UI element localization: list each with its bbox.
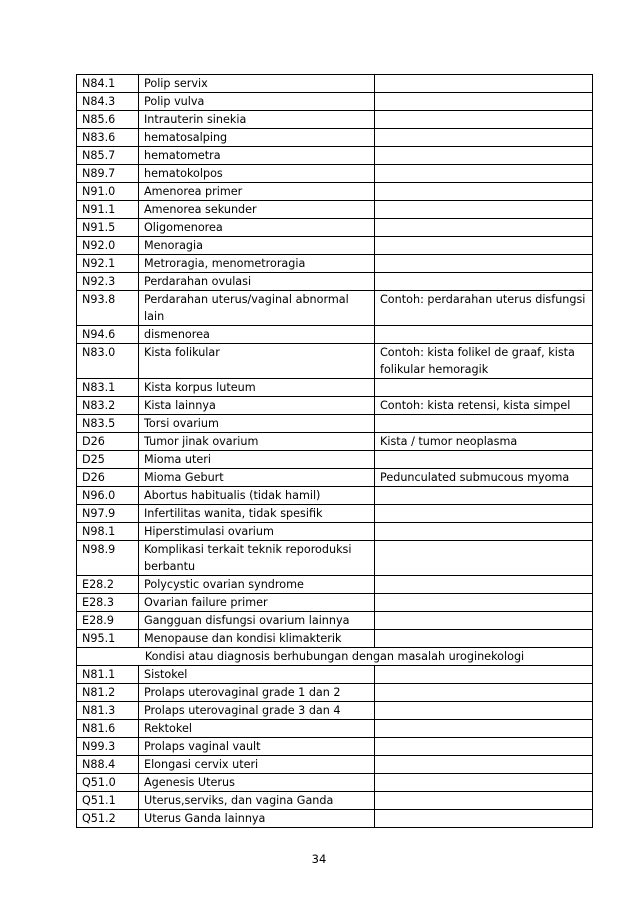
note-cell xyxy=(375,505,593,523)
note-cell xyxy=(375,720,593,738)
note-cell xyxy=(375,792,593,810)
table-row xyxy=(77,702,593,720)
table-row xyxy=(77,451,593,469)
code-cell: N91.0 xyxy=(77,183,139,201)
code-cell: N83.5 xyxy=(77,415,139,433)
table-row xyxy=(77,326,593,344)
table-row xyxy=(77,594,593,612)
note-cell xyxy=(375,594,593,612)
diagnosis-cell: Kista lainnya xyxy=(139,397,375,415)
table-row xyxy=(77,433,593,451)
diagnosis-cell: Perdarahan ovulasi xyxy=(139,273,375,291)
diagnosis-cell: Amenorea sekunder xyxy=(139,201,375,219)
diagnosis-cell: Amenorea primer xyxy=(139,183,375,201)
code-cell: N92.0 xyxy=(77,237,139,255)
table-section xyxy=(77,648,593,666)
diagnosis-cell: Prolaps vaginal vault xyxy=(139,738,375,756)
diagnosis-cell: Intrauterin sinekia xyxy=(139,111,375,129)
table-row xyxy=(77,237,593,255)
code-cell: N85.7 xyxy=(77,147,139,165)
table-row xyxy=(77,469,593,487)
diagnosis-cell: Rektokel xyxy=(139,720,375,738)
code-cell: N85.6 xyxy=(77,111,139,129)
note-cell xyxy=(375,774,593,792)
table-row xyxy=(77,255,593,273)
table-row xyxy=(77,93,593,111)
diagnosis-cell: Menopause dan kondisi klimakterik xyxy=(139,630,375,648)
diagnosis-cell: Oligomenorea xyxy=(139,219,375,237)
table-row xyxy=(77,111,593,129)
diagnosis-cell: Elongasi cervix uteri xyxy=(139,756,375,774)
note-cell xyxy=(375,165,593,183)
note-cell xyxy=(375,810,593,828)
table-row xyxy=(77,792,593,810)
diagnosis-cell: Uterus Ganda lainnya xyxy=(139,810,375,828)
table-row xyxy=(77,147,593,165)
note-cell xyxy=(375,111,593,129)
table-row xyxy=(77,273,593,291)
table-row xyxy=(77,810,593,828)
table-row xyxy=(77,397,593,415)
code-cell: N92.1 xyxy=(77,255,139,273)
code-cell: N96.0 xyxy=(77,487,139,505)
note-cell: Contoh: kista retensi, kista simpel xyxy=(375,397,593,415)
diagnosis-cell: Metroragia, menometroragia xyxy=(139,255,375,273)
note-cell xyxy=(375,273,593,291)
note-cell xyxy=(375,147,593,165)
diagnosis-cell: Prolaps uterovaginal grade 1 dan 2 xyxy=(139,684,375,702)
note-cell xyxy=(375,201,593,219)
table-row xyxy=(77,738,593,756)
code-cell: N88.4 xyxy=(77,756,139,774)
note-cell xyxy=(375,75,593,93)
table-row xyxy=(77,165,593,183)
code-cell: N83.0 xyxy=(77,344,139,379)
diagnosis-cell: Infertilitas wanita, tidak spesifik xyxy=(139,505,375,523)
note-cell xyxy=(375,684,593,702)
note-cell xyxy=(375,541,593,576)
table-row xyxy=(77,666,593,684)
code-cell: D26 xyxy=(77,469,139,487)
diagnosis-cell: Gangguan disfungsi ovarium lainnya xyxy=(139,612,375,630)
diagnosis-cell: Hiperstimulasi ovarium xyxy=(139,523,375,541)
code-cell: Q51.1 xyxy=(77,792,139,810)
code-cell: E28.3 xyxy=(77,594,139,612)
diagnosis-cell: Kista folikular xyxy=(139,344,375,379)
code-cell: N81.3 xyxy=(77,702,139,720)
code-cell: D26 xyxy=(77,433,139,451)
code-cell: N81.6 xyxy=(77,720,139,738)
table-row xyxy=(77,291,593,326)
code-cell: N94.6 xyxy=(77,326,139,344)
note-cell: Contoh: perdarahan uterus disfungsi xyxy=(375,291,593,326)
diagnosis-cell: Agenesis Uterus xyxy=(139,774,375,792)
table-row xyxy=(77,201,593,219)
note-cell xyxy=(375,219,593,237)
diagnosis-cell: hematometra xyxy=(139,147,375,165)
table-row xyxy=(77,344,593,379)
note-cell xyxy=(375,93,593,111)
code-cell: N97.9 xyxy=(77,505,139,523)
table-row xyxy=(77,756,593,774)
diagnosis-cell: Abortus habitualis (tidak hamil) xyxy=(139,487,375,505)
code-cell: N93.8 xyxy=(77,291,139,326)
table-row xyxy=(77,684,593,702)
diagnosis-cell: Prolaps uterovaginal grade 3 dan 4 xyxy=(139,702,375,720)
table-body-urogynecology xyxy=(77,666,593,828)
code-cell: E28.2 xyxy=(77,576,139,594)
diagnosis-cell: Polip servix xyxy=(139,75,375,93)
diagnosis-cell: hematosalping xyxy=(139,129,375,147)
table-row xyxy=(77,541,593,576)
diagnosis-cell: Komplikasi terkait teknik reporoduksi berbantu xyxy=(139,541,375,576)
note-cell xyxy=(375,183,593,201)
note-cell xyxy=(375,576,593,594)
code-cell: N91.1 xyxy=(77,201,139,219)
note-cell xyxy=(375,630,593,648)
table-row xyxy=(77,774,593,792)
code-cell: N98.9 xyxy=(77,541,139,576)
diagnosis-cell: Sistokel xyxy=(139,666,375,684)
diagnosis-cell: Ovarian failure primer xyxy=(139,594,375,612)
note-cell xyxy=(375,756,593,774)
diagnosis-cell: Kista korpus luteum xyxy=(139,379,375,397)
note-cell: Contoh: kista folikel de graaf, kista folikular hemoragik xyxy=(375,344,593,379)
code-cell: Q51.2 xyxy=(77,810,139,828)
table-row xyxy=(77,612,593,630)
diagnosis-cell: Polycystic ovarian syndrome xyxy=(139,576,375,594)
table-row xyxy=(77,523,593,541)
section-title: Kondisi atau diagnosis berhubungan dengan masalah uroginekologi xyxy=(77,648,593,666)
table-row xyxy=(77,183,593,201)
code-cell: E28.9 xyxy=(77,612,139,630)
diagnosis-cell: Perdarahan uterus/vaginal abnormal lain xyxy=(139,291,375,326)
note-cell xyxy=(375,666,593,684)
page-number: 34 xyxy=(311,852,327,866)
diagnosis-cell: hematokolpos xyxy=(139,165,375,183)
table-row xyxy=(77,505,593,523)
note-cell xyxy=(375,702,593,720)
note-cell xyxy=(375,612,593,630)
note-cell xyxy=(375,415,593,433)
diagnosis-cell: Menoragia xyxy=(139,237,375,255)
code-cell: N99.3 xyxy=(77,738,139,756)
code-cell: N81.2 xyxy=(77,684,139,702)
note-cell: Kista / tumor neoplasma xyxy=(375,433,593,451)
note-cell: Pedunculated submucous myoma xyxy=(375,469,593,487)
diagnosis-cell: Uterus,serviks, dan vagina Ganda xyxy=(139,792,375,810)
code-cell: N84.1 xyxy=(77,75,139,93)
table-row xyxy=(77,576,593,594)
code-cell: N83.1 xyxy=(77,379,139,397)
code-cell: N81.1 xyxy=(77,666,139,684)
note-cell xyxy=(375,326,593,344)
code-cell: N91.5 xyxy=(77,219,139,237)
diagnosis-cell: Mioma uteri xyxy=(139,451,375,469)
code-cell: Q51.0 xyxy=(77,774,139,792)
diagnosis-cell: Mioma Geburt xyxy=(139,469,375,487)
diagnosis-cell: Torsi ovarium xyxy=(139,415,375,433)
code-cell: N98.1 xyxy=(77,523,139,541)
note-cell xyxy=(375,237,593,255)
code-cell: D25 xyxy=(77,451,139,469)
note-cell xyxy=(375,523,593,541)
diagnosis-cell: Polip vulva xyxy=(139,93,375,111)
code-cell: N84.3 xyxy=(77,93,139,111)
code-cell: N95.1 xyxy=(77,630,139,648)
table-row xyxy=(77,630,593,648)
note-cell xyxy=(375,255,593,273)
note-cell xyxy=(375,487,593,505)
table-row xyxy=(77,129,593,147)
note-cell xyxy=(375,129,593,147)
diagnosis-code-table xyxy=(76,74,593,828)
table-row xyxy=(77,415,593,433)
diagnosis-cell: Tumor jinak ovarium xyxy=(139,433,375,451)
diagnosis-cell: dismenorea xyxy=(139,326,375,344)
table-body-gynecology xyxy=(77,75,593,648)
note-cell xyxy=(375,738,593,756)
table-row xyxy=(77,379,593,397)
code-cell: N89.7 xyxy=(77,165,139,183)
code-cell: N83.2 xyxy=(77,397,139,415)
code-cell: N92.3 xyxy=(77,273,139,291)
note-cell xyxy=(375,451,593,469)
table-row xyxy=(77,219,593,237)
code-cell: N83.6 xyxy=(77,129,139,147)
table-row xyxy=(77,487,593,505)
table-row xyxy=(77,75,593,93)
section-header-row xyxy=(77,648,593,666)
table-row xyxy=(77,720,593,738)
note-cell xyxy=(375,379,593,397)
